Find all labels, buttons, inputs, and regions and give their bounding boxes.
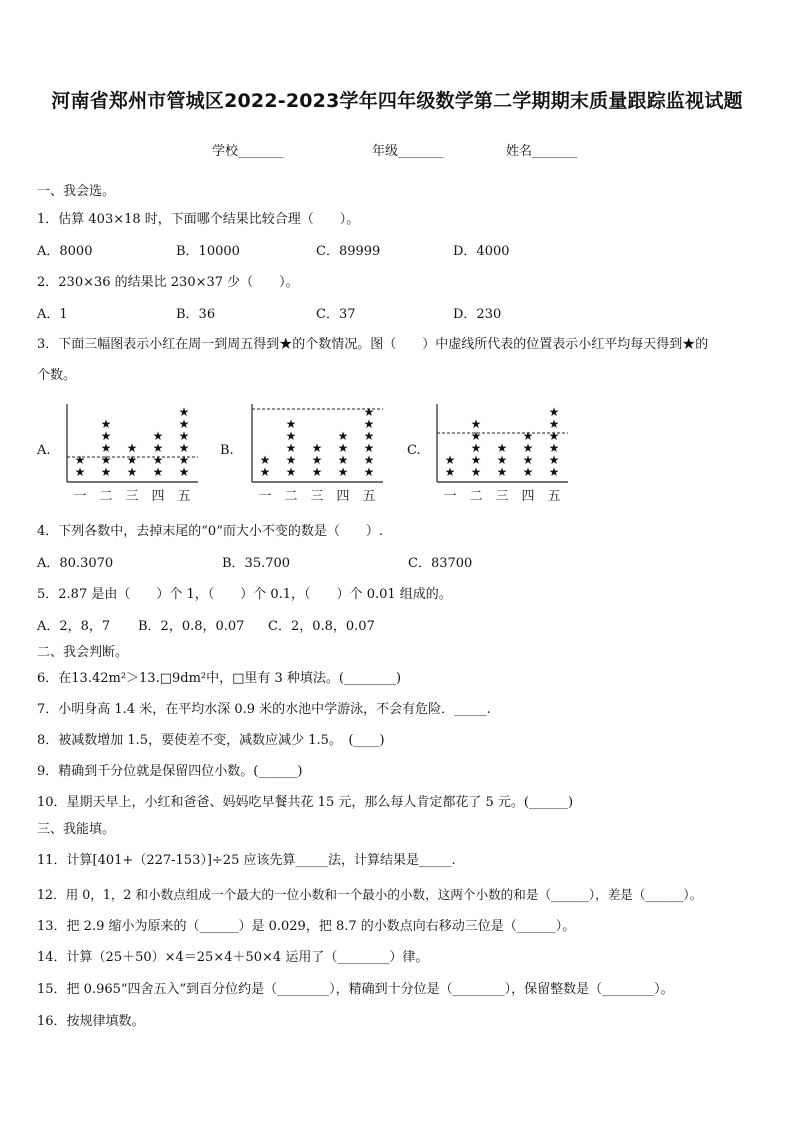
question-3-line-2: 个数。 [37,368,77,383]
question-12: 12．用 0，1，2 和小数点组成一个最大的一位小数和一个最小的小数，这两个小数的和是（______），差是（______）。 [37,887,703,902]
star-mark: ★ [311,465,323,479]
question-13: 13．把 2.9 缩小为原来的（______）是 0.029，把 8.7 的小数点向右移动三位是（______）。 [37,919,576,934]
star-mark: ★ [178,429,190,443]
q5-option-c: C．2，0.8，0.07 [268,619,375,634]
question-16: 16．按规律填数。 [37,1014,145,1029]
q2-option-b: B．36 [176,307,216,322]
star-figure-b [245,400,385,505]
question-1: 1．估算 403×18 时，下面哪个结果比较合理（ ）。 [37,212,360,227]
name-field: 姓名_______ [506,144,578,159]
star-mark: ★ [285,465,297,479]
section-heading: 三、我能填。 [37,822,116,837]
q1-option-c: C．89999 [316,244,381,259]
star-mark: ★ [259,465,271,479]
star-mark: ★ [152,465,164,479]
star-mark: ★ [363,441,375,455]
star-mark: ★ [548,441,560,455]
figure-b-label: B. [220,443,234,458]
star-mark: ★ [311,453,323,467]
star-mark: ★ [126,453,138,467]
star-mark: ★ [285,417,297,431]
q4-option-b: B．35.700 [222,556,291,571]
question-3-line-1: 3．下面三幅图表示小红在周一到周五得到★的个数情况。图（ ）中虚线所代表的位置表示小红平均每天得到★的 [37,337,709,352]
star-mark: ★ [259,453,271,467]
question-8: 8．被减数增加 1.5，要使差不变，减数应减少 1.5。 (____) [37,733,385,748]
star-mark: ★ [285,441,297,455]
page-title: 河南省郑州市管城区2022-2023学年四年级数学第二学期期末质量跟踪监视试题 [51,90,743,112]
question-6: 6．在13.42m²＞13.□9dm²中，□里有 3 种填法。(________) [37,671,402,686]
star-mark: ★ [285,429,297,443]
star-mark: ★ [178,405,190,419]
star-mark: ★ [363,453,375,467]
section-heading: 一、我会选。 [37,184,116,199]
school-field: 学校_______ [212,144,284,159]
star-mark: ★ [337,441,349,455]
star-mark: ★ [363,405,375,419]
weekday-label: 一 [443,489,457,504]
question-14: 14．计算（25＋50）×4＝25×4＋50×4 运用了（________）律。 [37,950,429,965]
weekday-label: 五 [547,489,561,504]
star-mark: ★ [178,453,190,467]
star-mark: ★ [470,429,482,443]
star-mark: ★ [522,441,534,455]
figure-a-label: A. [37,443,51,458]
question-4: 4．下列各数中，去掉末尾的“0”而大小不变的数是（ ）. [37,524,383,539]
q1-option-b: B．10000 [176,244,240,259]
star-mark: ★ [178,465,190,479]
star-mark: ★ [522,453,534,467]
q5-option-b: B．2，0.8，0.07 [138,619,245,634]
grade-field: 年级_______ [372,144,444,159]
star-figure-a [60,400,200,505]
star-mark: ★ [496,453,508,467]
star-mark: ★ [152,441,164,455]
star-mark: ★ [548,405,560,419]
star-mark: ★ [126,465,138,479]
weekday-label: 五 [177,489,191,504]
star-mark: ★ [337,465,349,479]
weekday-label: 二 [284,489,298,504]
question-10: 10．星期天早上，小红和爸爸、妈妈吃早餐共花 15 元，那么每人肯定都花了 5 元。(______) [37,795,574,810]
star-mark: ★ [548,465,560,479]
q5-option-a: A．2，8，7 [37,619,111,634]
star-mark: ★ [126,441,138,455]
star-mark: ★ [337,429,349,443]
star-mark: ★ [522,429,534,443]
star-mark: ★ [178,417,190,431]
star-mark: ★ [100,429,112,443]
weekday-label: 三 [125,489,139,504]
question-11: 11．计算[401+（227-153）]÷25 应该先算_____法，计算结果是_____. [37,853,456,868]
q2-option-a: A．1 [37,307,68,322]
q2-option-c: C．37 [316,307,356,322]
weekday-label: 三 [495,489,509,504]
weekday-label: 一 [258,489,272,504]
question-9: 9．精确到千分位就是保留四位小数。(______) [37,764,303,779]
star-mark: ★ [548,417,560,431]
star-mark: ★ [74,453,86,467]
weekday-label: 一 [73,489,87,504]
star-mark: ★ [363,429,375,443]
star-mark: ★ [548,453,560,467]
question-15: 15．把 0.965“四舍五入”到百分位约是（________），精确到十分位是（________），保留整数是（________）。 [37,982,674,997]
weekday-label: 三 [310,489,324,504]
star-mark: ★ [74,465,86,479]
star-mark: ★ [496,441,508,455]
star-mark: ★ [152,429,164,443]
section-heading: 二、我会判断。 [37,645,129,660]
star-mark: ★ [100,417,112,431]
weekday-label: 二 [469,489,483,504]
weekday-label: 二 [99,489,113,504]
star-mark: ★ [337,453,349,467]
question-2: 2．230×36 的结果比 230×37 少（ ）。 [37,275,299,290]
star-mark: ★ [522,465,534,479]
star-mark: ★ [470,453,482,467]
star-mark: ★ [470,465,482,479]
star-mark: ★ [363,465,375,479]
star-mark: ★ [444,453,456,467]
q4-option-a: A．80.3070 [37,556,114,571]
question-5: 5．2.87 是由（ ）个 1，（ ）个 0.1，（ ）个 0.01 组成的。 [37,587,452,602]
star-mark: ★ [100,453,112,467]
q2-option-d: D．230 [453,307,502,322]
q4-option-c: C．83700 [408,556,473,571]
weekday-label: 四 [336,489,350,504]
star-mark: ★ [100,465,112,479]
star-mark: ★ [496,465,508,479]
star-mark: ★ [444,465,456,479]
question-7: 7．小明身高 1.4 米，在平均水深 0.9 米的水池中学游泳，不会有危险．_____. [37,702,491,717]
star-mark: ★ [470,417,482,431]
star-mark: ★ [548,429,560,443]
star-mark: ★ [285,453,297,467]
star-figure-c [430,400,570,505]
star-mark: ★ [178,441,190,455]
q1-option-d: D．4000 [453,244,510,259]
weekday-label: 五 [362,489,376,504]
figure-c-label: C. [407,443,421,458]
star-mark: ★ [311,441,323,455]
star-mark: ★ [363,417,375,431]
weekday-label: 四 [521,489,535,504]
star-mark: ★ [470,441,482,455]
star-mark: ★ [100,441,112,455]
star-mark: ★ [152,453,164,467]
weekday-label: 四 [151,489,165,504]
q1-option-a: A．8000 [37,244,93,259]
